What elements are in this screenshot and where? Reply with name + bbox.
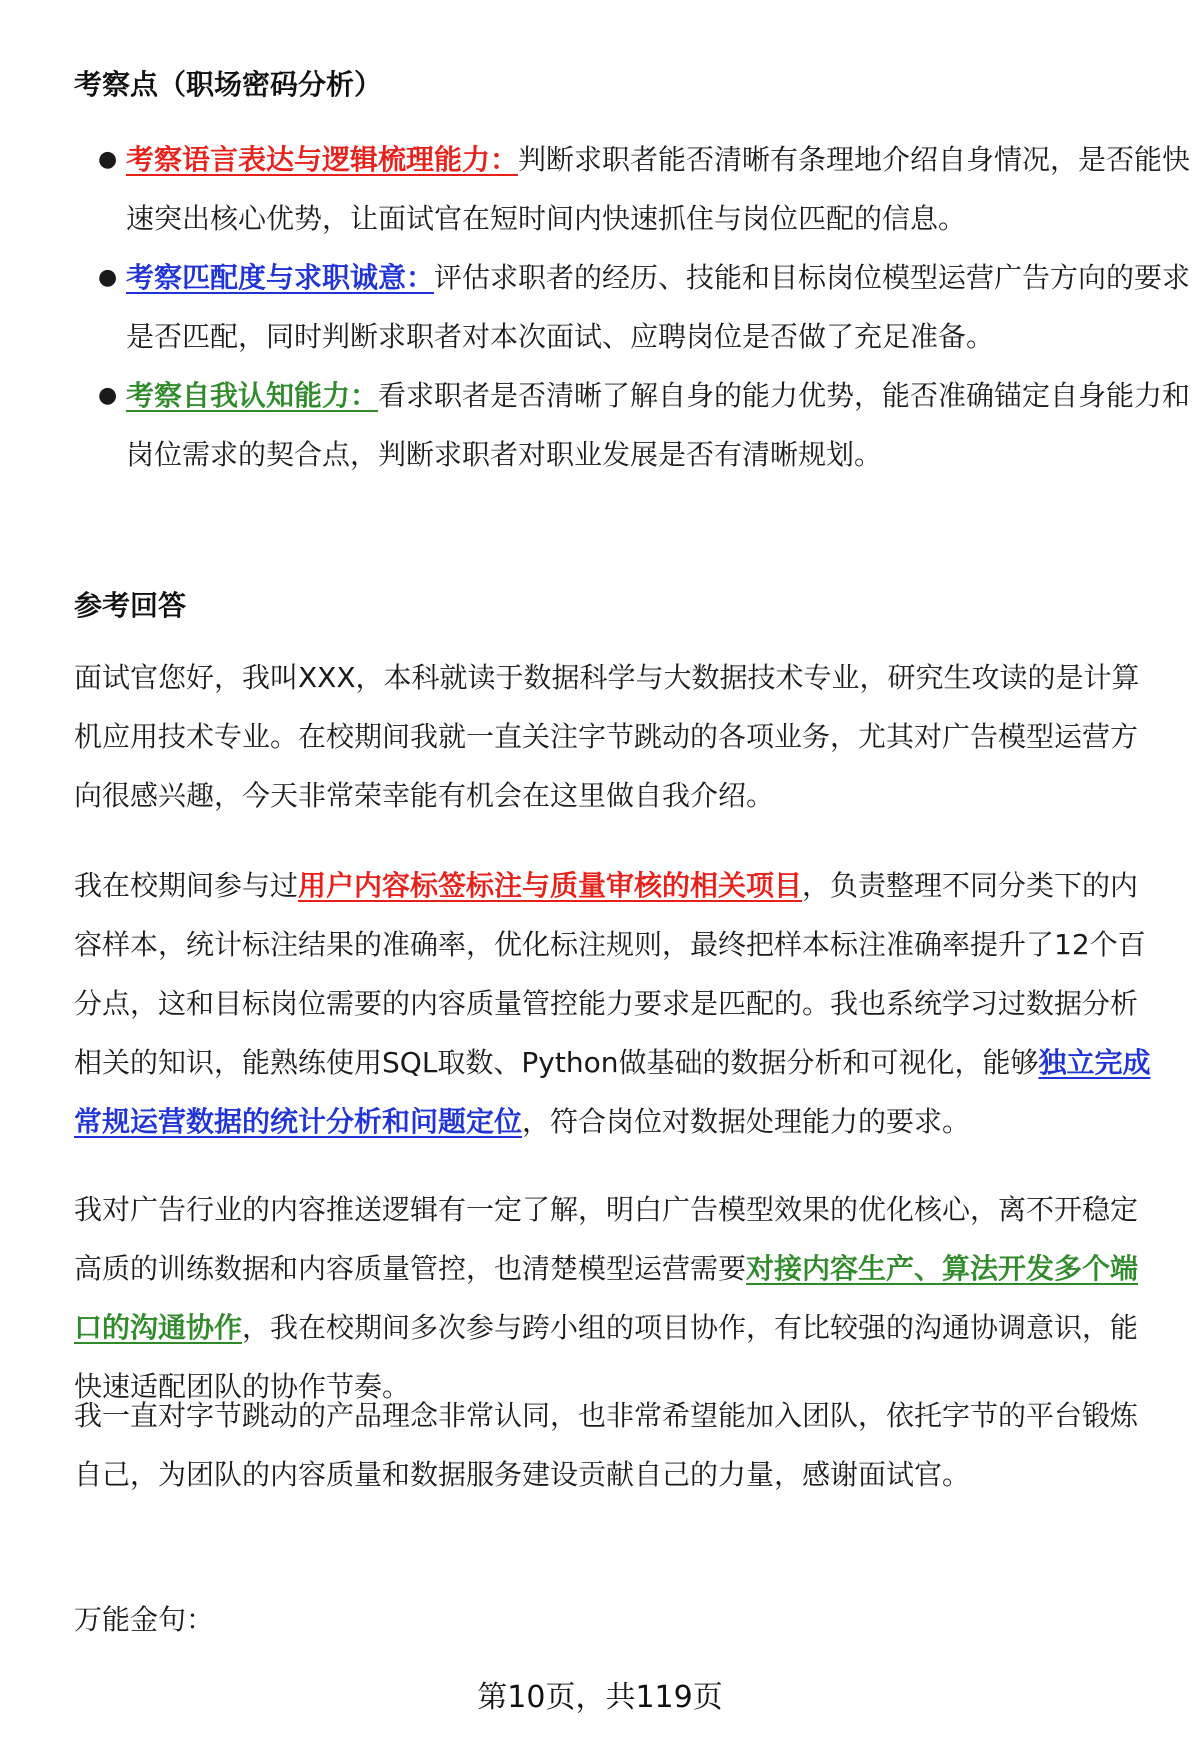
text-run: ，负责整理不同分类下的内容样本，统计标注结果的准确率，优化标注规则，最终把样本标注准确率提升了12个百分点，这和目标岗位需要的内容质量管控能力要求是匹配的。我也系统学习过数据分析相关的知识，能熟练使用SQL取数、Python做基础的数据分析和可视化，能够 [74,869,1146,1079]
point-key: 考察自我认知能力： [126,379,379,412]
answer-paragraph-4: 我一直对字节跳动的产品理念非常认同，也非常希望能加入团队，依托字节的平台锻炼自己，为团队的内容质量和数据服务建设贡献自己的力量，感谢面试官。 [74,1399,1139,1491]
text-run: 我在校期间参与过 [74,869,299,902]
point-key: 考察匹配度与求职诚意： [126,261,435,294]
list-item [98,366,1200,484]
list-item [98,248,1200,366]
highlight-red: 用户内容标签标注与质量审核的相关项目 [298,869,803,902]
highlight-green: 对接内容生产、算法开发多个端口的沟通协作 [74,1252,1139,1344]
highlight-blue: 独立完成常规运营数据的统计分析和问题定位 [74,1046,1151,1138]
list-item [98,130,1200,248]
answer-paragraph-3 [74,1180,1154,1416]
bullet-icon: ● [98,265,118,290]
point-key: 考察语言表达与逻辑梳理能力： [126,143,519,176]
answer-paragraph-1: 面试官您好，我叫XXX，本科就读于数据科学与大数据技术专业，研究生攻读的是计算机应用技术专业。在校期间我就一直关注字节跳动的各项业务，尤其对广告模型运营方向很感兴趣，今天非常荣幸能有机会在这里做自我介绍。 [74,661,1140,812]
text-run: 我对广告行业的内容推送逻辑有一定了解，明白广告模型效果的优化核心，离不开稳定高质的训练数据和内容质量管控，也清楚模型运营需要 [74,1193,1139,1285]
text-run: ，符合岗位对数据处理能力的要求。 [522,1105,971,1138]
section-title-assessment: 考察点（职场密码分析） [74,68,383,101]
page-number: 第10页，共119页 [477,1680,723,1715]
text-run: ，我在校期间多次参与跨小组的项目协作，有比较强的沟通协调意识，能快速适配团队的协作节奏。 [74,1311,1139,1403]
point-text: 评估求职者的经历、技能和目标岗位模型运营广告方向的要求是否匹配，同时判断求职者对本次面试、应聘岗位是否做了充足准备。 [126,261,1191,353]
point-text: 看求职者是否清晰了解自身的能力优势，能否准确锚定自身能力和岗位需求的契合点，判断求职者对职业发展是否有清晰规划。 [126,379,1191,471]
bullet-icon: ● [98,383,118,408]
universal-phrase-label: 万能金句： [74,1603,215,1636]
assessment-list [74,130,1200,484]
bullet-icon: ● [98,147,118,172]
answer-paragraph-2 [74,856,1154,1151]
point-text: 判断求职者能否清晰有条理地介绍自身情况，是否能快速突出核心优势，让面试官在短时间内快速抓住与岗位匹配的信息。 [126,143,1191,235]
section-title-reference-answer: 参考回答 [74,589,187,622]
